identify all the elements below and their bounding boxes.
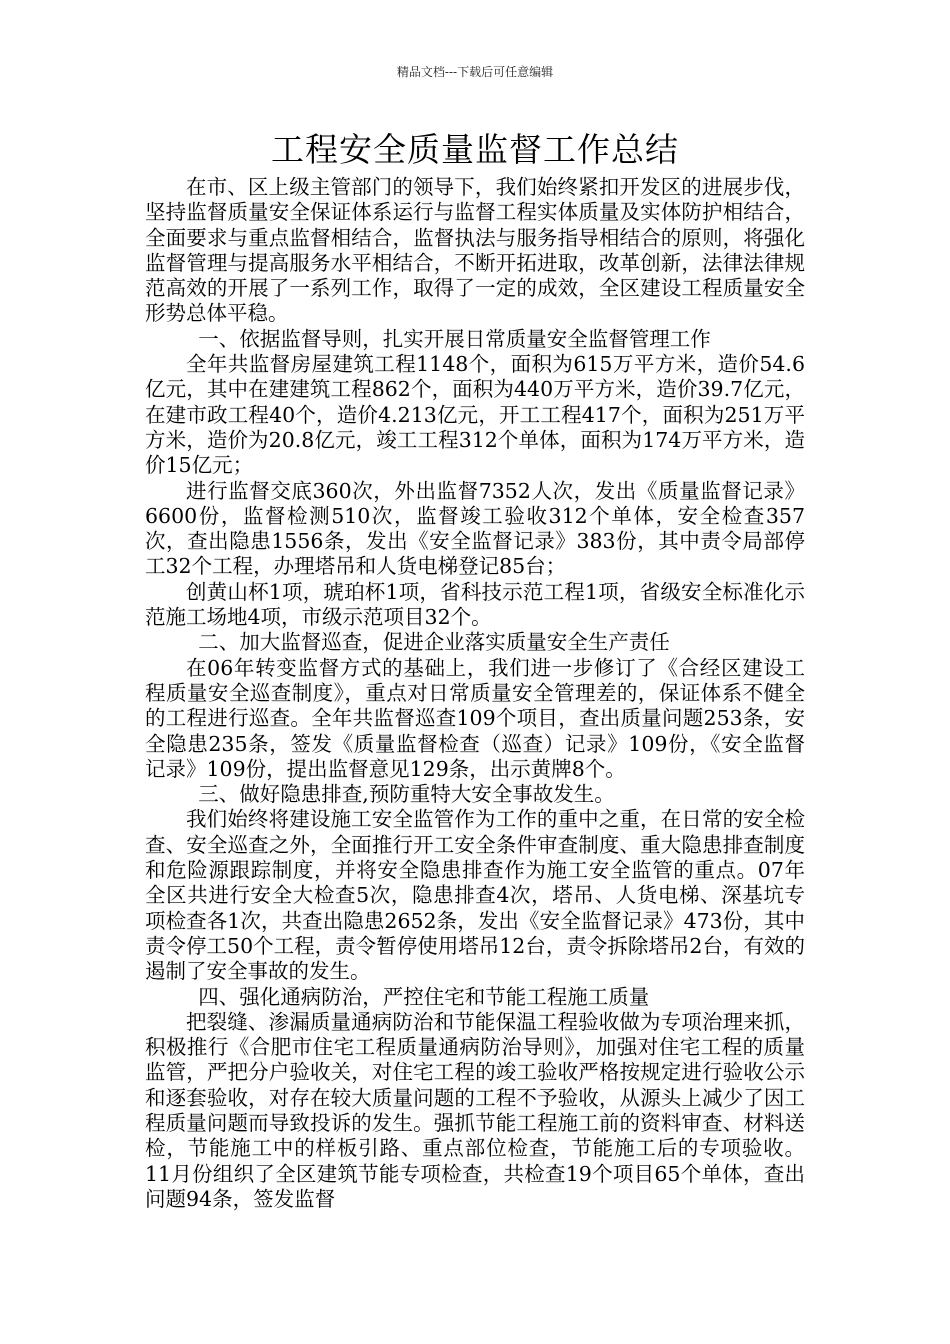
paragraph-quality-control: 把裂缝、渗漏质量通病防治和节能保温工程验收做为专项治理来抓，积极推行《合肥市住宅工程质量通病防治导则》，加强对住宅工程的质量监管，严把分户验收关，对住宅工程的竣工验收严格按规定进行验收公示和逐套验收，对存在较大质量问题的工程不予验收，从源头上减少了因工程质量问题而导致投诉的发生。强抓节能工程施工前的资料审查、材料送检，节能施工中的样板引路、重点部位检查，节能施工后的专项验收。11月份组织了全区建筑节能专项检查，共检查19个项目65个单体，查出问题94条，签发监督 — [145, 1009, 805, 1211]
document-body — [145, 175, 805, 1212]
section-heading-2: 二、加大监督巡查，促进企业落实质量安全生产责任 — [198, 630, 670, 655]
paragraph-supervision: 进行监督交底360次，外出监督7352人次，发出《质量监督记录》6600份，监督检测510次，监督竣工验收312个单体，安全检查357次，查出隐患1556条，发出《安全监督记录》383份，其中责令局部停工32个工程，办理塔吊和人货电梯登记85台； — [145, 478, 805, 579]
document-title: 工程安全质量监督工作总结 — [271, 130, 679, 169]
paragraph-inspection: 在06年转变监督方式的基础上，我们进一步修订了《合经区建设工程质量安全巡查制度》，重点对日常质量安全管理差的，保证体系不健全的工程进行巡查。全年共监督巡查109个项目，查出质量问题253条，安全隐患235条，签发《质量监督检查（巡查）记录》109份，《安全监督记录》109份，提出监督意见129条，出示黄牌8个。 — [145, 655, 805, 781]
paragraph-intro: 在市、区上级主管部门的领导下，我们始终紧扣开发区的进展步伐，坚持监督质量安全保证体系运行与监督工程实体质量及实体防护相结合，全面要求与重点监督相结合，监督执法与服务指导相结合的原则，将强化监督管理与提高服务水平相结合，不断开拓进取，改革创新，法律法律规范高效的开展了一系列工作，取得了一定的成效，全区建设工程质量安全形势总体平稳。 — [145, 175, 805, 326]
section-heading-1: 一、依据监督导则，扎实开展日常质量安全监督管理工作 — [198, 326, 711, 351]
paragraph-awards: 创黄山杯1项，琥珀杯1项，省科技示范工程1项，省级安全标准化示范施工场地4项，市级示范项目32个。 — [145, 579, 805, 630]
paragraph-hazards: 我们始终将建设施工安全监管作为工作的重中之重，在日常的安全检查、安全巡查之外，全面推行开工安全条件审查制度、重大隐患排查制度和危险源跟踪制度，并将安全隐患排查作为施工安全监管的重点。07年全区共进行安全大检查5次，隐患排查4次，塔吊、人货电梯、深基坑专项检查各1次，共查出隐患2652条，发出《安全监督记录》473份，其中责令停工50个工程，责令暂停使用塔吊12台，责令拆除塔吊2台，有效的遏制了安全事故的发生。 — [145, 807, 805, 984]
page-header: 精品文档---下载后可任意编辑 — [396, 65, 554, 79]
section-heading-4: 四、强化通病防治，严控住宅和节能工程施工质量 — [198, 984, 650, 1009]
paragraph-statistics: 全年共监督房屋建筑工程1148个，面积为615万平方米，造价54.6亿元，其中在建建筑工程862个，面积为440万平方米，造价39.7亿元，在建市政工程40个，造价4.213亿元，开工工程417个，面积为251万平方米，造价为20.8亿元，竣工工程312个单体，面积为174万平方米，造价15亿元； — [145, 352, 805, 478]
section-heading-3: 三、做好隐患排查,预防重特大安全事故发生。 — [198, 782, 615, 807]
